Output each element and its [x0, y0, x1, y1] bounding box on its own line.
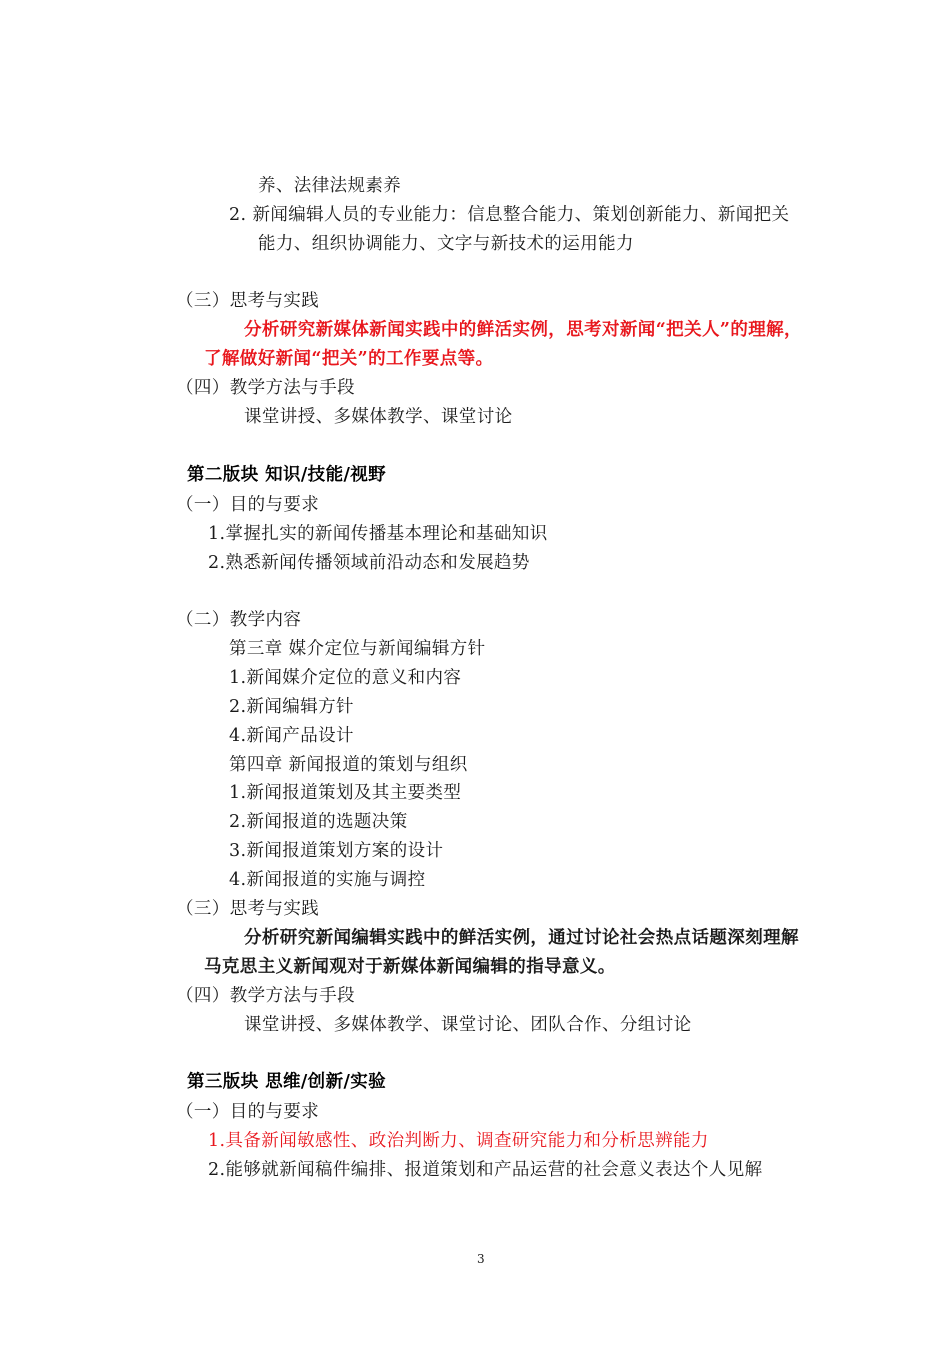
practice-text: 分析研究新媒体新闻实践中的鲜活实例，思考对新闻“把关人”的理解， — [244, 320, 802, 340]
section-title: 第二版块 知识/技能/视野 — [187, 465, 387, 485]
list-item: 1.新闻媒介定位的意义和内容 — [229, 668, 462, 688]
methods-text: 课堂讲授、多媒体教学、课堂讨论、团队合作、分组讨论 — [244, 1015, 692, 1035]
list-item: 2.熟悉新闻传播领域前沿动态和发展趋势 — [208, 553, 530, 573]
chapter-title: 第三章 媒介定位与新闻编辑方针 — [229, 639, 486, 659]
list-item: 3.新闻报道策划方案的设计 — [229, 841, 444, 861]
list-item: 4.新闻报道的实施与调控 — [229, 870, 426, 890]
content-line: 能力、组织协调能力、文字与新技术的运用能力 — [258, 234, 634, 254]
list-item: 2.能够就新闻稿件编排、报道策划和产品运营的社会意义表达个人见解 — [208, 1160, 763, 1180]
list-item: 2.新闻编辑方针 — [229, 697, 354, 717]
practice-text: 马克思主义新闻观对于新媒体新闻编辑的指导意义。 — [204, 957, 616, 977]
subsection-heading: （三）思考与实践 — [176, 291, 320, 311]
list-item: 2.新闻报道的选题决策 — [229, 812, 408, 832]
subsection-heading: （二）教学内容 — [176, 610, 302, 630]
subsection-heading: （四）教学方法与手段 — [176, 378, 355, 398]
list-item: 1.新闻报道策划及其主要类型 — [229, 783, 462, 803]
subsection-heading: （三）思考与实践 — [176, 899, 320, 919]
practice-text: 分析研究新闻编辑实践中的鲜活实例，通过讨论社会热点话题深刻理解 — [244, 928, 799, 948]
list-item: 4.新闻产品设计 — [229, 726, 354, 746]
content-line: 养、法律法规素养 — [258, 176, 402, 196]
practice-text: 了解做好新闻“把关”的工作要点等。 — [204, 349, 494, 369]
subsection-heading: （四）教学方法与手段 — [176, 986, 355, 1006]
content-line: 2. 新闻编辑人员的专业能力：信息整合能力、策划创新能力、新闻把关 — [229, 205, 790, 225]
methods-text: 课堂讲授、多媒体教学、课堂讨论 — [244, 407, 513, 427]
section-title: 第三版块 思维/创新/实验 — [187, 1072, 387, 1092]
chapter-title: 第四章 新闻报道的策划与组织 — [229, 755, 468, 775]
subsection-heading: （一）目的与要求 — [176, 495, 320, 515]
page-number: 3 — [477, 1252, 485, 1266]
list-item: 1.掌握扎实的新闻传播基本理论和基础知识 — [208, 524, 548, 544]
list-item: 1.具备新闻敏感性、政治判断力、调查研究能力和分析思辨能力 — [208, 1131, 709, 1151]
subsection-heading: （一）目的与要求 — [176, 1102, 320, 1122]
